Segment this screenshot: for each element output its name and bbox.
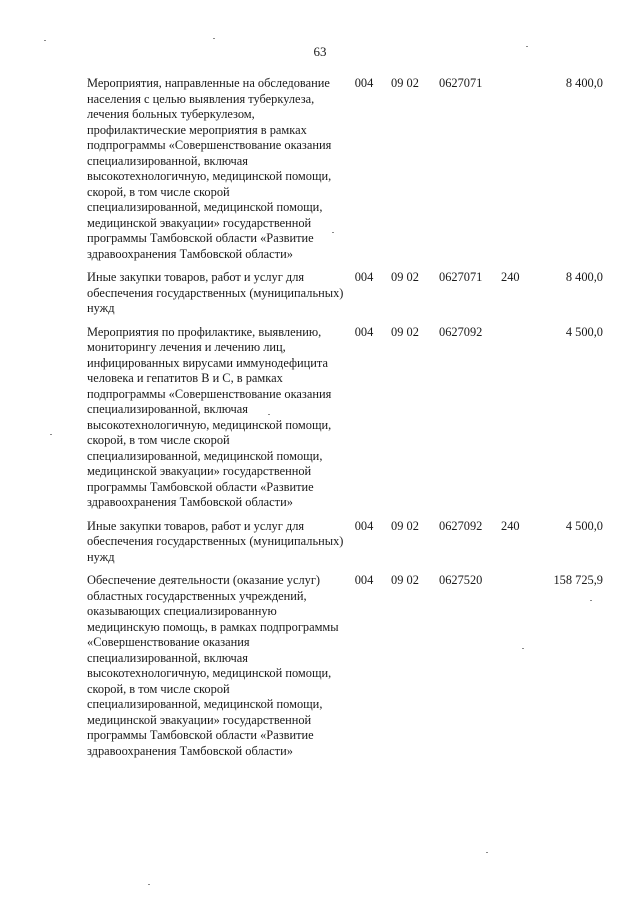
row-expense-kind [501, 76, 543, 270]
row-ministry-code: 004 [354, 518, 374, 533]
table-row [87, 325, 603, 519]
row-target-article: 0627092 [439, 518, 483, 533]
row-section-code: 09 02 [391, 518, 419, 533]
table-row [87, 270, 603, 325]
scan-speck [590, 600, 592, 601]
row-ministry-code: 004 [354, 76, 374, 90]
row-target-article: 0627520 [439, 573, 483, 587]
scan-speck [332, 232, 334, 233]
scan-speck [148, 884, 150, 885]
row-section-code: 09 02 [391, 324, 419, 339]
row-name: Мероприятия по профилактике, выявлению, мониторингу лечения и лечению лиц, инфицированных вирусами иммунодефицита человека и гепатитов В и С, в рамках подпрограммы «Совершенствование оказания специализированной, включая высокотехнологичную, медицинской помощи, скорой, в том числе скорой специализированной, медицинской помощи, медицинской эвакуации» государственной программы Тамбовской области «Развитие здравоохранения Тамбовской области» [87, 324, 332, 509]
row-amount: 8 400,0 [565, 270, 603, 284]
row-target-article: 0627092 [439, 324, 483, 339]
row-amount: 4 500,0 [565, 518, 603, 533]
scan-speck [526, 46, 528, 47]
table-row [87, 573, 603, 767]
row-amount: 158 725,9 [553, 573, 603, 587]
row-section-code: 09 02 [391, 76, 419, 90]
budget-table [87, 76, 603, 767]
row-amount: 8 400,0 [565, 76, 603, 90]
scan-speck [213, 38, 215, 39]
row-expense-kind [501, 573, 543, 767]
row-name: Обеспечение деятельности (оказание услуг) областных государственных учреждений, оказывающих специализированную медицинскую помощь, в рамках подпрограммы «Совершенствование оказания специализированной, включая высокотехнологичную, медицинской помощи, скорой, в том числе скорой специализированной, медицинской помощи, медицинской эвакуации» государственной программы Тамбовской области «Развитие здравоохранения Тамбовской области» [87, 573, 339, 758]
scan-speck [486, 852, 488, 853]
row-amount: 4 500,0 [565, 324, 603, 339]
row-expense-kind: 240 [501, 270, 520, 284]
row-name: Иные закупки товаров, работ и услуг для обеспечения государственных (муниципальных) нужд [87, 270, 344, 315]
row-target-article: 0627071 [439, 76, 483, 90]
row-name: Мероприятия, направленные на обследование населения с целью выявления туберкулеза, лечения больных туберкулезом, профилактические мероприятия в рамках подпрограммы «Совершенствование оказания специализированной, включая высокотехнологичную, медицинской помощи, скорой, в том числе скорой специализированной, медицинской помощи, медицинской эвакуации» государственной программы Тамбовской области «Развитие здравоохранения Тамбовской области» [87, 76, 332, 261]
row-section-code: 09 02 [391, 270, 419, 284]
row-ministry-code: 004 [354, 573, 374, 587]
row-ministry-code: 004 [354, 324, 374, 339]
row-expense-kind [501, 325, 543, 519]
table-row [87, 519, 603, 574]
scan-speck [44, 40, 46, 41]
row-ministry-code: 004 [354, 270, 374, 284]
scan-speck [522, 648, 524, 649]
row-expense-kind: 240 [501, 518, 520, 533]
row-section-code: 09 02 [391, 573, 419, 587]
row-name: Иные закупки товаров, работ и услуг для обеспечения государственных (муниципальных) нужд [87, 518, 344, 564]
scan-speck [50, 434, 52, 435]
row-target-article: 0627071 [439, 270, 483, 284]
page-number: 63 [313, 44, 327, 59]
scan-speck [268, 414, 270, 415]
table-row [87, 76, 603, 270]
